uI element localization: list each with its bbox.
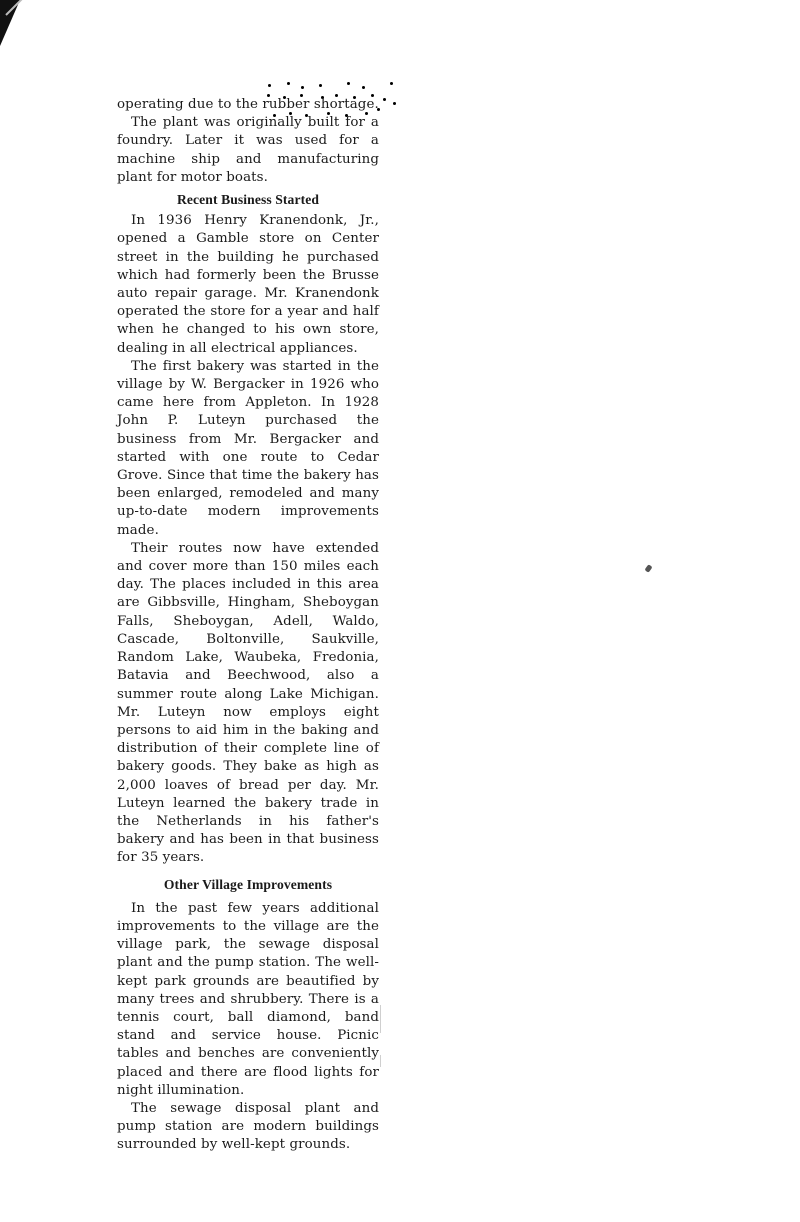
column-rule xyxy=(380,1005,381,1033)
section-heading: Other Village Improvements xyxy=(163,876,333,892)
paragraph: The plant was originally built for a foundry. Later it was used for a machine ship and manufacturing plant for motor boats. xyxy=(117,115,379,185)
column-rule xyxy=(380,1055,381,1067)
article-column xyxy=(117,96,379,1155)
scan-corner-shadow xyxy=(0,0,20,46)
section-heading: Recent Business Started xyxy=(176,192,319,208)
paragraph: Their routes now have extended and cover more than 150 miles each day. The places included in this area are Gibbsville, Hingham, Sheboygan Falls, Sheboygan, Adell, Waldo, Cascade, Boltonville, Saukville, Random Lake, Waubeka, Fredonia, Batavia and Beechwood, also a summer route along Lake Michigan. Mr. Luteyn now employs eight persons to aid him in the baking and distribution of their complete line of bakery goods. They bake as high as 2,000 loaves of bread per day. Mr. Luteyn learned the bakery trade in the Netherlands in his father's bakery and has been in that business for 35 years. xyxy=(117,540,379,866)
paragraph: The sewage disposal plant and pump station are modern buildings surrounded by well-kept grounds. xyxy=(117,1100,379,1153)
paragraph: In the past few years additional improvements to the village are the village park, the sewage disposal plant and the pump station. The well-kept park grounds are beautified by many trees and shrubbery. There is a tennis court, ball diamond, band stand and service house. Picnic tables and benches are conveniently placed and there are flood lights for night illumination. xyxy=(117,900,379,1098)
scan-speck xyxy=(644,564,652,573)
paragraph: operating due to the rubber shortage. xyxy=(117,97,379,112)
paragraph: In 1936 Henry Kranendonk, Jr., opened a Gamble store on Center street in the building he purchased which had formerly been the Brusse auto repair garage. Mr. Kranendonk operated the store for a year and half when he changed to his own store, dealing in all electrical appliances. xyxy=(117,213,379,356)
paragraph: The first bakery was started in the village by W. Bergacker in 1926 who came here from Appleton. In 1928 John P. Luteyn purchased the business from Mr. Bergacker and started with one route to Cedar Grove. Since that time the bakery has been enlarged, remodeled and many up-to-date modern improvements made. xyxy=(117,358,379,538)
